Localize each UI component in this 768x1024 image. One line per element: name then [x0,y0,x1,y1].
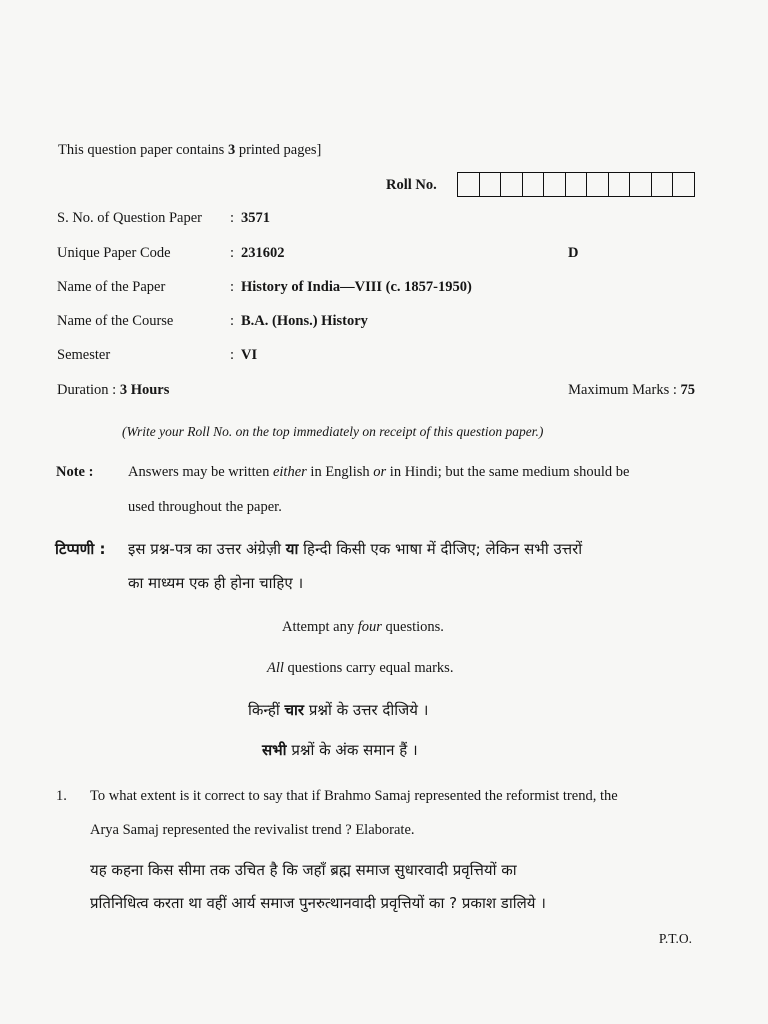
equal-all: All [267,660,284,676]
meta-colon: : [230,347,235,363]
meta-value-course: B.A. (Hons.) History [241,313,368,329]
hindi-equal-text: प्रश्नों के अंक समान हैं । [286,741,418,759]
duration-label: Duration : [57,382,120,398]
pto-footer: P.T.O. [658,931,692,946]
roll-number-box[interactable] [673,173,694,196]
roll-number-box[interactable] [609,173,631,196]
roll-instruction: (Write your Roll No. on the top immediately on receipt of this question paper.) [122,424,544,439]
hindi-note-line-2: का माध्यम एक ही होना चाहिए । [128,574,304,592]
hindi-attempt-instruction [248,700,428,720]
note-or: or [373,464,387,480]
set-code: D [568,245,579,261]
note-label: Note : [56,464,94,480]
meta-label-paper-name: Name of the Paper [57,279,166,295]
pages-note-post: printed pages] [235,142,322,158]
meta-value-paper-name: History of India—VIII (c. 1857-1950) [241,279,472,295]
equal-text: questions carry equal marks. [283,660,454,676]
roll-number-box[interactable] [587,173,609,196]
max-marks [568,382,695,399]
meta-colon: : [230,313,235,329]
question-line-2: Arya Samaj represented the revivalist trend ? Elaborate. [90,822,415,838]
note-text: in English [306,464,374,480]
hindi-equal-all: सभी [262,741,287,759]
attempt-count: four [357,619,382,635]
roll-number-box[interactable] [566,173,588,196]
hindi-note-text: इस प्रश्न-पत्र का उत्तर अंग्रेज़ी [128,540,286,558]
roll-number-box[interactable] [544,173,566,196]
attempt-text: questions. [381,619,444,635]
hindi-note-line-1 [128,539,582,559]
attempt-text: Attempt any [282,619,358,635]
equal-marks-instruction [267,660,453,677]
question-line-1: To what extent is it correct to say that if Brahmo Samaj represented the reformist trend, the [90,788,618,804]
duration-value: 3 Hours [119,382,170,398]
meta-label-paper-code: Unique Paper Code [57,245,171,261]
question-hindi-line-2: प्रतिनिधित्व करता था वहीं आर्य समाज पुनरुत्थानवादी प्रवृत्तियों का ? प्रकाश डालिये । [90,894,546,912]
note-text: Answers may be written [128,464,273,480]
pages-note-pre: This question paper contains [58,142,228,158]
roll-number-box[interactable] [501,173,523,196]
max-marks-label: Maximum Marks : [568,382,681,398]
max-marks-value: 75 [680,382,695,398]
meta-value-sno: 3571 [241,210,270,226]
question-number: 1. [56,788,67,804]
attempt-instruction [282,619,444,636]
hindi-attempt-text: प्रश्नों के उत्तर दीजिये । [304,701,429,719]
meta-colon: : [230,279,235,295]
note-text: in Hindi; but the same medium should be [386,464,630,480]
hindi-attempt-text: किन्हीं [248,701,285,719]
meta-label-course: Name of the Course [57,313,174,329]
meta-label-sno: S. No. of Question Paper [57,210,202,226]
meta-label-semester: Semester [57,347,111,363]
meta-value-paper-code: 231602 [241,245,285,261]
roll-label: Roll No. [386,177,437,193]
pages-note [58,142,321,159]
hindi-note-label: टिप्पणी : [55,540,106,558]
roll-number-boxes[interactable] [457,172,695,197]
question-hindi-line-1: यह कहना किस सीमा तक उचित है कि जहाँ ब्रह्म समाज सुधारवादी प्रवृत्तियों का [90,861,517,879]
pages-count: 3 [227,142,236,158]
meta-colon: : [230,210,235,226]
roll-number-box[interactable] [630,173,652,196]
meta-colon: : [230,245,235,261]
duration [57,382,169,399]
meta-value-semester: VI [241,347,258,363]
roll-number-box[interactable] [458,173,480,196]
roll-number-box[interactable] [652,173,674,196]
roll-number-box[interactable] [480,173,502,196]
hindi-equal-marks-instruction [262,740,418,760]
note-either: either [272,464,307,480]
note-line-2: used throughout the paper. [128,499,282,515]
roll-number-box[interactable] [523,173,545,196]
note-line-1 [128,464,629,481]
hindi-note-ya: या [285,540,299,558]
hindi-attempt-count: चार [284,701,305,719]
hindi-note-text: हिन्दी किसी एक भाषा में दीजिए; लेकिन सभी उत्तरों [298,540,583,558]
